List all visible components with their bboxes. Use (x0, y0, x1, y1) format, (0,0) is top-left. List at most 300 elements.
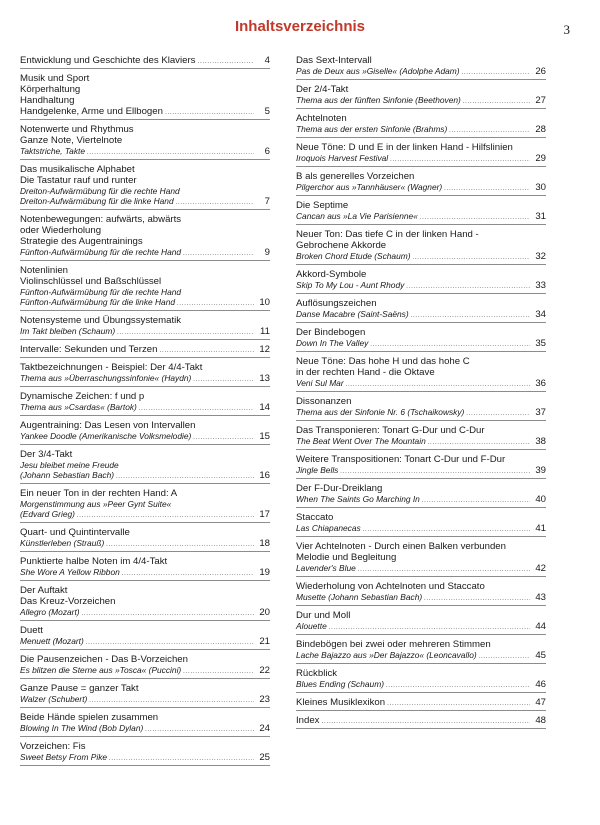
toc-entry-text: Handhaltung (20, 95, 75, 106)
toc-entry-text: Der 2/4-Takt (296, 84, 349, 95)
toc-page-number: 26 (535, 66, 546, 77)
toc-heading-line (20, 95, 270, 106)
toc-heading-line (296, 171, 546, 182)
toc-page-number: 47 (535, 697, 546, 708)
toc-heading-line (20, 362, 270, 373)
dot-leader (466, 409, 530, 419)
dot-leader (193, 433, 254, 443)
toc-heading-line (20, 585, 270, 596)
toc-piece-line (20, 326, 270, 338)
toc-entry (296, 664, 546, 693)
toc-page-number: 42 (535, 563, 546, 574)
toc-entry-text: Neue Töne: Das hohe H und das hohe C (296, 356, 470, 367)
toc-piece-line (296, 124, 546, 136)
toc-entry-text: Musik und Sport (20, 73, 90, 84)
toc-entry-text: Staccato (296, 512, 334, 523)
dot-leader (197, 56, 254, 67)
dot-leader (177, 299, 254, 309)
toc-heading-line (20, 276, 270, 287)
toc-page-number: 40 (535, 494, 546, 505)
toc-entry-text: Das Transponieren: Tonart G-Dur und C-Dur (296, 425, 485, 436)
toc-entry-text: Quart- und Quintintervalle (20, 527, 130, 538)
toc-piece-line (20, 694, 270, 706)
toc-heading-line (20, 55, 270, 67)
toc-entry (20, 708, 270, 737)
toc-piece-line (296, 407, 546, 419)
toc-entry-text: Jingle Bells (296, 465, 339, 475)
toc-entry (20, 523, 270, 552)
toc-heading-line (20, 164, 270, 175)
toc-entry-text: Cancan aus »La Vie Parisienne« (296, 211, 418, 221)
toc-page-number: 12 (259, 344, 270, 355)
toc-entry-text: Thema aus »Überraschungssinfonie« (Haydn) (20, 373, 192, 383)
toc-heading-line (20, 741, 270, 752)
toc-entry-text: Wiederholung von Achtelnoten und Staccato (296, 581, 485, 592)
toc-entry (20, 737, 270, 766)
toc-entry (20, 261, 270, 311)
toc-heading-line (20, 236, 270, 247)
toc-piece-line (296, 338, 546, 350)
toc-entry-text: Handgelenke, Arme und Ellbogen (20, 106, 163, 117)
toc-page-number: 11 (260, 326, 270, 337)
dot-leader (358, 565, 530, 575)
toc-entry-text: Lache Bajazzo aus »Der Bajazzo« (Leoncavallo) (296, 650, 477, 660)
toc-entry-text: Taktbezeichnungen - Beispiel: Der 4/4-Takt (20, 362, 203, 373)
toc-page-number: 6 (264, 146, 270, 157)
toc-page-number: 46 (535, 679, 546, 690)
toc-entry-text: Morgenstimmung aus »Peer Gynt Suite« (20, 499, 172, 509)
toc-entry-text: Dreiton-Aufwärmübung für die linke Hand (20, 196, 174, 206)
toc-piece-line (296, 494, 546, 506)
page-number: 3 (563, 22, 570, 37)
toc-entry (296, 55, 546, 80)
toc-piece-line (20, 723, 270, 735)
toc-heading-line (20, 683, 270, 694)
toc-heading-line (296, 425, 546, 436)
toc-page-number: 15 (259, 431, 270, 442)
toc-entry-text: Es blitzen die Sterne aus »Tosca« (Puccini) (20, 665, 182, 675)
toc-piece-line (296, 95, 546, 107)
toc-piece-line (296, 523, 546, 535)
toc-page-number: 13 (259, 373, 270, 384)
toc-piece-line (296, 436, 546, 448)
dot-leader (109, 754, 254, 764)
toc-entry-text: Kleines Musiklexikon (296, 697, 386, 708)
dot-leader (87, 148, 254, 158)
dot-leader (116, 472, 254, 482)
toc-entry-text: Vier Achtelnoten - Durch einen Balken verbunden (296, 541, 506, 552)
toc-entry-text: Thema aus der Sinfonie Nr. 6 (Tschaikowsky) (296, 407, 465, 417)
toc-entry-text: Blowing In The Wind (Bob Dylan) (20, 723, 144, 733)
toc-entry-text: Weitere Transpositionen: Tonart C-Dur und F-Dur (296, 454, 506, 465)
toc-entry (296, 606, 546, 635)
toc-heading-line (296, 639, 546, 650)
toc-entry (296, 294, 546, 323)
toc-entry-text: in der rechten Hand - die Oktave (296, 367, 435, 378)
toc-entry (20, 679, 270, 708)
dot-leader (444, 184, 530, 194)
toc-entry-text: Allegro (Mozart) (20, 607, 80, 617)
dot-leader (386, 681, 530, 691)
toc-entry-text: When The Saints Go Marching In (296, 494, 420, 504)
toc-entry-text: Duett (20, 625, 43, 636)
toc-entry-text: Notenlinien (20, 265, 69, 276)
toc-entry-text: Index (296, 715, 320, 726)
dot-leader (165, 107, 254, 118)
dot-leader (122, 569, 254, 579)
page-title: Inhaltsverzeichnis (234, 18, 366, 35)
toc-entry (20, 621, 270, 650)
toc-entry (20, 416, 270, 445)
toc-piece-line (296, 66, 546, 78)
toc-page-number: 45 (535, 650, 546, 661)
toc-entry-text: Dynamische Zeichen: f und p (20, 391, 145, 402)
dot-leader (387, 698, 530, 709)
toc-entry-text: Beide Hände spielen zusammen (20, 712, 159, 723)
toc-entry (296, 635, 546, 664)
toc-heading-line (20, 225, 270, 236)
toc-heading-line (20, 175, 270, 186)
dot-leader (176, 198, 254, 208)
toc-entry (20, 387, 270, 416)
toc-entry (20, 120, 270, 160)
toc-entry-text: Intervalle: Sekunden und Terzen (20, 344, 158, 355)
toc-entry (296, 109, 546, 138)
toc-piece-line (20, 460, 270, 470)
dot-leader (139, 404, 254, 414)
toc-page-number: 20 (259, 607, 270, 618)
toc-entry-text: Thema aus »Csardas« (Bartok) (20, 402, 137, 412)
toc-entry (296, 265, 546, 294)
dot-leader (463, 97, 530, 107)
toc-piece-line (296, 650, 546, 662)
toc-heading-line (20, 527, 270, 538)
toc-entry-text: Akkord-Symbole (296, 269, 367, 280)
toc-entry-text: Strategie des Augentrainings (20, 236, 143, 247)
toc-heading-line (296, 668, 546, 679)
toc-piece-line (296, 679, 546, 691)
toc-page-number: 22 (259, 665, 270, 676)
toc-heading-line (296, 697, 546, 709)
toc-entry (20, 358, 270, 387)
toc-entry (20, 160, 270, 210)
toc-heading-line (20, 596, 270, 607)
toc-entry (296, 392, 546, 421)
dot-leader (82, 609, 254, 619)
toc-entry-text: Ein neuer Ton in der rechten Hand: A (20, 488, 178, 499)
dot-leader (159, 345, 254, 356)
toc-entry-text: Down In The Valley (296, 338, 369, 348)
toc-heading-line (20, 420, 270, 431)
toc-piece-line (296, 592, 546, 604)
toc-piece-line (20, 186, 270, 196)
toc-piece-line (20, 373, 270, 385)
toc-page-number: 5 (264, 106, 270, 117)
toc-heading-line (296, 581, 546, 592)
toc-page-number: 30 (535, 182, 546, 193)
toc-page-number: 4 (264, 55, 270, 66)
toc-piece-line (20, 247, 270, 259)
toc-heading-line (296, 454, 546, 465)
toc-entry (296, 711, 546, 729)
toc-page-number: 18 (259, 538, 270, 549)
toc-heading-line (20, 73, 270, 84)
toc-entry-text: Der 3/4-Takt (20, 449, 73, 460)
dot-leader (413, 253, 530, 263)
toc-heading-line (20, 344, 270, 356)
toc-entry-text: Musette (Johann Sebastian Bach) (296, 592, 423, 602)
toc-page-number: 23 (259, 694, 270, 705)
toc-piece-line (20, 752, 270, 764)
toc-page-number: 16 (259, 470, 270, 481)
toc-entry-text: Walzer (Schubert) (20, 694, 88, 704)
toc-entry-text: (Edvard Grieg) (20, 509, 75, 519)
toc-entry (20, 340, 270, 358)
toc-entry-text: Iroquois Harvest Festival (296, 153, 389, 163)
toc-heading-line (296, 541, 546, 552)
toc-entry-text: Dur und Moll (296, 610, 351, 621)
dot-leader (370, 340, 530, 350)
toc-entry-text: Pilgerchor aus »Tannhäuser« (Wagner) (296, 182, 443, 192)
toc-entry-text: Das musikalische Alphabet (20, 164, 135, 175)
toc-page-number: 38 (535, 436, 546, 447)
toc-entry (296, 450, 546, 479)
toc-entry-text: Fünfton-Aufwärmübung für die rechte Hand (20, 287, 182, 297)
toc-piece-line (296, 153, 546, 165)
toc-entry-text: Auflösungszeichen (296, 298, 377, 309)
toc-entry-text: Notenbewegungen: aufwärts, abwärts (20, 214, 182, 225)
toc-entry-text: Der Bindebogen (296, 327, 366, 338)
toc-heading-line (296, 512, 546, 523)
toc-entry-text: Dissonanzen (296, 396, 352, 407)
toc-entry-text: Lavender's Blue (296, 563, 356, 573)
dot-leader (117, 328, 254, 338)
toc-page-number: 34 (535, 309, 546, 320)
toc-heading-line (296, 552, 546, 563)
dot-leader (329, 623, 530, 633)
toc-entry-text: Neuer Ton: Das tiefe C in der linken Hand - (296, 229, 479, 240)
toc-entry-text: Im Takt bleiben (Schaum) (20, 326, 116, 336)
toc-entry-text: Künstlerleben (Strauß) (20, 538, 105, 548)
toc-page-number: 36 (535, 378, 546, 389)
toc-entry-text: Dreiton-Aufwärmübung für die rechte Hand (20, 186, 180, 196)
toc-entry-text: Achtelnoten (296, 113, 347, 124)
toc-entry-text: Yankee Doodle (Amerikanische Volksmelodie) (20, 431, 192, 441)
toc-entry-text: Veni Sul Mar (296, 378, 344, 388)
toc-heading-line (20, 712, 270, 723)
toc-page-number: 7 (264, 196, 270, 207)
toc-entry (20, 484, 270, 523)
dot-leader (145, 725, 254, 735)
toc-piece-line (296, 251, 546, 263)
dot-leader (406, 282, 530, 292)
toc-entry-text: Die Septime (296, 200, 349, 211)
toc-entry (296, 508, 546, 537)
toc-heading-line (296, 396, 546, 407)
toc-piece-line (20, 146, 270, 158)
toc-entry-text: Violinschlüssel und Baßschlüssel (20, 276, 162, 287)
toc-heading-line (20, 391, 270, 402)
toc-entry-text: Körperhaltung (20, 84, 81, 95)
toc-page-number: 10 (259, 297, 270, 308)
dot-leader (106, 540, 254, 550)
toc-entry-text: Bindebögen bei zwei oder mehreren Stimmen (296, 639, 491, 650)
toc-entry (296, 479, 546, 508)
dot-leader (89, 696, 254, 706)
dot-leader (77, 511, 254, 521)
toc-heading-line (20, 488, 270, 499)
toc-piece-line (20, 196, 270, 208)
toc-heading-line (296, 715, 546, 727)
dot-leader (346, 380, 530, 390)
toc-heading-line (20, 315, 270, 326)
toc-heading-line (296, 298, 546, 309)
toc-heading-line (20, 625, 270, 636)
dot-leader (193, 375, 254, 385)
toc-heading-line (296, 55, 546, 66)
toc-entry-text: Menuett (Mozart) (20, 636, 84, 646)
toc-entry-text: Augentraining: Das Lesen von Intervallen (20, 420, 196, 431)
toc-heading-line (296, 200, 546, 211)
toc-entry (296, 577, 546, 606)
toc-entry (296, 225, 546, 265)
toc-piece-line (296, 211, 546, 223)
toc-entry-text: Der F-Dur-Dreiklang (296, 483, 383, 494)
toc-piece-line (296, 378, 546, 390)
toc-heading-line (296, 356, 546, 367)
toc-page-number: 29 (535, 153, 546, 164)
toc-entry-text: Danse Macabre (Saint-Saëns) (296, 309, 409, 319)
toc-heading-line (20, 654, 270, 665)
toc-piece-line (20, 567, 270, 579)
toc-page-number: 32 (535, 251, 546, 262)
toc-entry-text: Das Kreuz-Vorzeichen (20, 596, 116, 607)
toc-page-number: 9 (264, 247, 270, 258)
toc-entry-text: Notensysteme und Übungssystematik (20, 315, 182, 326)
toc-entry-text: Punktierte halbe Noten im 4/4-Takt (20, 556, 168, 567)
toc-entry-text: Gebrochene Akkorde (296, 240, 387, 251)
toc-heading-line (296, 327, 546, 338)
toc-entry-text: Thema aus der ersten Sinfonie (Brahms) (296, 124, 448, 134)
toc-entry-text: Das Sext-Intervall (296, 55, 372, 66)
toc-entry-text: Die Tastatur rauf und runter (20, 175, 137, 186)
toc-heading-line (20, 106, 270, 118)
toc-entry-text: Broken Chord Etude (Schaum) (296, 251, 411, 261)
toc-entry-text: Fünfton-Aufwärmübung für die rechte Hand (20, 247, 182, 257)
toc-piece-line (296, 465, 546, 477)
dot-leader (424, 594, 530, 604)
toc-page-number: 28 (535, 124, 546, 135)
toc-page-number: 19 (259, 567, 270, 578)
dot-leader (183, 249, 254, 259)
toc-piece-line (296, 280, 546, 292)
toc-piece-line (296, 563, 546, 575)
toc-page-number: 44 (535, 621, 546, 632)
toc-page-number: 21 (259, 636, 270, 647)
toc-entry (296, 196, 546, 225)
toc-entry-text: Vorzeichen: Fis (20, 741, 86, 752)
toc-entry-text: Ganze Note, Viertelnote (20, 135, 123, 146)
toc-entry (296, 138, 546, 167)
toc-entry (20, 210, 270, 261)
toc-page-number: 31 (535, 211, 546, 222)
dot-leader (428, 438, 530, 448)
toc-entry (296, 421, 546, 450)
dot-leader (86, 638, 254, 648)
toc-heading-line (296, 229, 546, 240)
toc-entry-text: Entwicklung und Geschichte des Klaviers (20, 55, 196, 66)
toc-page-number: 24 (259, 723, 270, 734)
dot-leader (363, 525, 530, 535)
toc-entry (20, 69, 270, 120)
toc-entry (296, 80, 546, 109)
toc-entry-text: She Wore A Yellow Ribbon (20, 567, 120, 577)
toc-piece-line (296, 621, 546, 633)
toc-heading-line (296, 113, 546, 124)
toc-heading-line (296, 483, 546, 494)
dot-leader (321, 716, 530, 727)
toc-entry-text: Thema aus der fünften Sinfonie (Beethoven) (296, 95, 461, 105)
toc-entry (20, 311, 270, 340)
dot-leader (390, 155, 530, 165)
toc-entry (296, 167, 546, 196)
toc-entry-text: oder Wiederholung (20, 225, 102, 236)
toc-heading-line (20, 556, 270, 567)
toc-piece-line (20, 470, 270, 482)
toc-entry-text: B als generelles Vorzeichen (296, 171, 415, 182)
dot-leader (479, 652, 530, 662)
toc-page-number: 25 (259, 752, 270, 763)
toc-column-right (296, 55, 546, 729)
toc-heading-line (20, 124, 270, 135)
toc-entry-text: The Beat Went Over The Mountain (296, 436, 426, 446)
toc-page-number: 37 (535, 407, 546, 418)
toc-heading-line (296, 240, 546, 251)
dot-leader (340, 467, 530, 477)
toc-entry (296, 693, 546, 711)
dot-leader (422, 496, 530, 506)
toc-entry-text: Taktstriche, Takte (20, 146, 86, 156)
toc-page-number: 14 (259, 402, 270, 413)
toc-entry-text: Las Chiapanecas (296, 523, 361, 533)
toc-entry (20, 581, 270, 621)
toc-entry (296, 352, 546, 392)
toc-heading-line (296, 610, 546, 621)
toc-piece-line (20, 287, 270, 297)
toc-piece-line (20, 297, 270, 309)
toc-piece-line (20, 607, 270, 619)
dot-leader (183, 667, 254, 677)
dot-leader (420, 213, 530, 223)
toc-entry-text: Sweet Betsy From Pike (20, 752, 108, 762)
toc-page-number: 33 (535, 280, 546, 291)
toc-piece-line (20, 499, 270, 509)
toc-heading-line (20, 265, 270, 276)
toc-page-number: 43 (535, 592, 546, 603)
toc-heading-line (20, 135, 270, 146)
toc-entry-text: Ganze Pause = ganzer Takt (20, 683, 139, 694)
toc-piece-line (20, 538, 270, 550)
toc-entry-text: Der Auftakt (20, 585, 68, 596)
toc-heading-line (20, 449, 270, 460)
toc-entry (296, 323, 546, 352)
toc-piece-line (20, 431, 270, 443)
toc-heading-line (296, 84, 546, 95)
toc-page-number: 39 (535, 465, 546, 476)
toc-heading-line (296, 367, 546, 378)
dot-leader (411, 311, 530, 321)
toc-entry-text: Neue Töne: D und E in der linken Hand - Hilfslinien (296, 142, 513, 153)
